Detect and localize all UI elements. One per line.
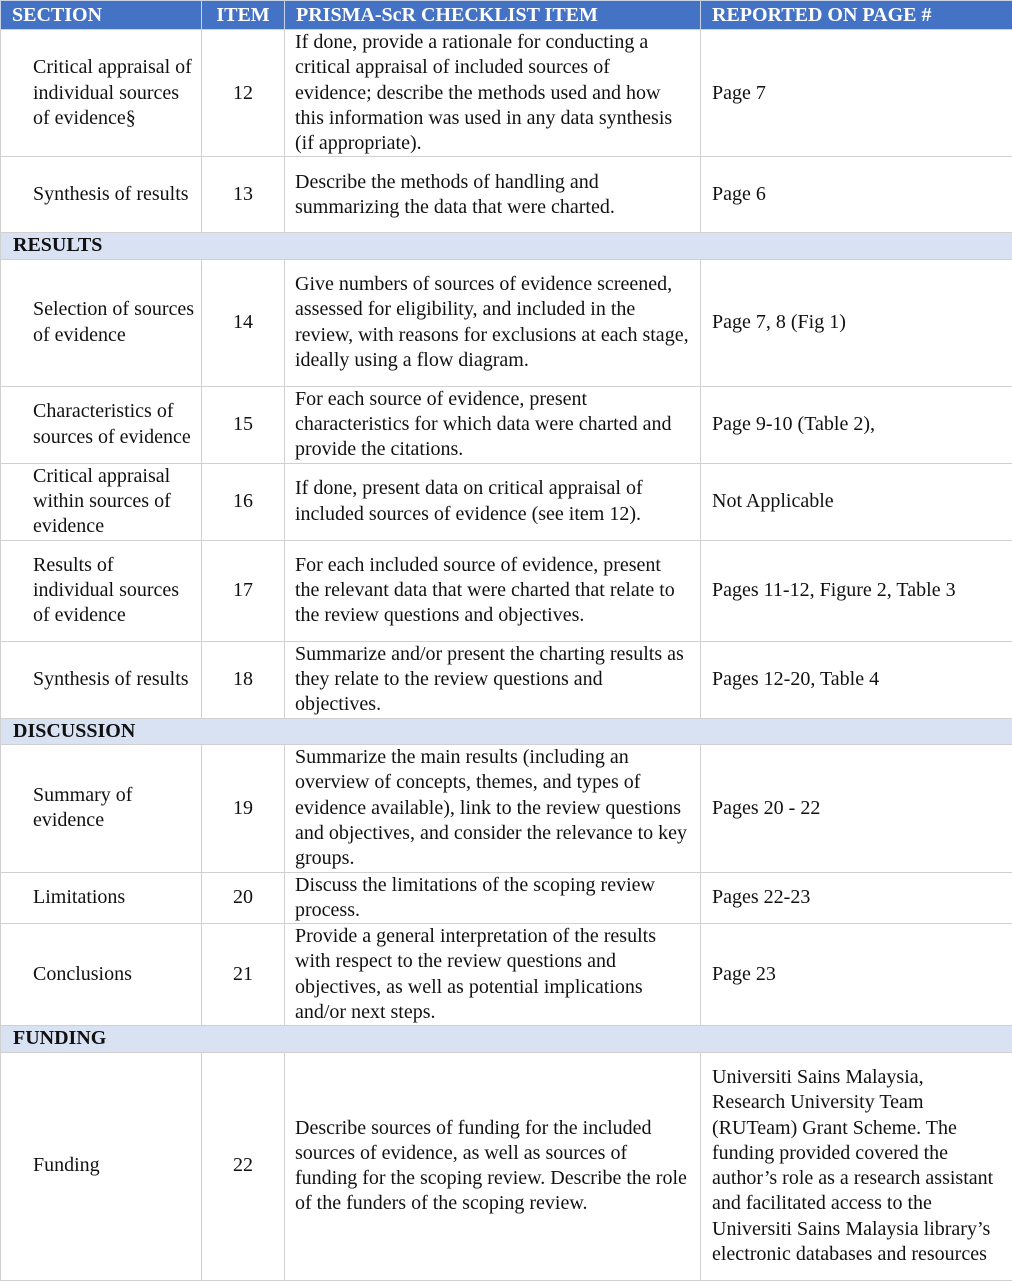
checklist-item-column-header: PRISMA-ScR CHECKLIST ITEM [285,1,701,30]
item-number-cell: 13 [202,157,285,233]
table-row [1,157,1012,233]
checklist-description-cell: Give numbers of sources of evidence screened, assessed for eligibility, and included in the review, with reasons for exclusions at each stage, ideally using a flow diagram. [285,259,701,386]
checklist-description-cell: If done, present data on critical appraisal of included sources of evidence (see item 12). [285,463,701,540]
item-number-cell: 14 [202,259,285,386]
reported-page-cell: Page 7 [701,30,1012,157]
section-cell: Critical appraisal within sources of evidence [1,463,202,540]
section-cell: Synthesis of results [1,641,202,718]
table-row [1,924,1012,1026]
group-header-row [1,718,1012,744]
table-row [1,745,1012,872]
section-cell: Synthesis of results [1,157,202,233]
section-column-header: SECTION [1,1,202,30]
section-cell: Summary of evidence [1,745,202,872]
reported-page-cell: Page 6 [701,157,1012,233]
item-number-cell: 17 [202,540,285,641]
table-row [1,540,1012,641]
section-cell: Conclusions [1,924,202,1026]
item-number-cell: 22 [202,1052,285,1280]
group-header-row [1,233,1012,259]
section-cell: Characteristics of sources of evidence [1,386,202,463]
reported-page-cell: Page 23 [701,924,1012,1026]
section-cell: Selection of sources of evidence [1,259,202,386]
table-row [1,386,1012,463]
table-row [1,30,1012,157]
reported-page-cell: Not Applicable [701,463,1012,540]
checklist-description-cell: Discuss the limitations of the scoping review process. [285,872,701,924]
table-row [1,641,1012,718]
group-header-results: RESULTS [1,233,1012,259]
item-number-cell: 16 [202,463,285,540]
page-column-header: REPORTED ON PAGE # [701,1,1012,30]
reported-page-cell: Pages 22-23 [701,872,1012,924]
checklist-description-cell: Provide a general interpretation of the results with respect to the review questions and objectives, as well as potential implications and/or next steps. [285,924,701,1026]
reported-page-cell: Pages 11-12, Figure 2, Table 3 [701,540,1012,641]
table-header [1,1,1012,30]
section-cell: Limitations [1,872,202,924]
table-row [1,1052,1012,1280]
section-cell: Results of individual sources of evidence [1,540,202,641]
checklist-description-cell: Describe the methods of handling and summarizing the data that were charted. [285,157,701,233]
item-number-cell: 19 [202,745,285,872]
checklist-description-cell: Summarize and/or present the charting results as they relate to the review questions and objectives. [285,641,701,718]
checklist-description-cell: Summarize the main results (including an overview of concepts, themes, and types of evidence available), link to the review questions and objectives, and consider the relevance to key groups. [285,745,701,872]
item-number-cell: 18 [202,641,285,718]
item-column-header: ITEM [202,1,285,30]
group-header-row [1,1026,1012,1052]
reported-page-cell: Pages 20 - 22 [701,745,1012,872]
reported-page-cell: Page 9-10 (Table 2), [701,386,1012,463]
group-header-discussion: DISCUSSION [1,718,1012,744]
checklist-description-cell: If done, provide a rationale for conducting a critical appraisal of included sources of evidence; describe the methods used and how this information was used in any data synthesis (if appropriate). [285,30,701,157]
table-body [1,30,1012,1281]
checklist-description-cell: For each source of evidence, present characteristics for which data were charted and provide the citations. [285,386,701,463]
table-row [1,259,1012,386]
item-number-cell: 15 [202,386,285,463]
table-row [1,463,1012,540]
reported-page-cell: Pages 12-20, Table 4 [701,641,1012,718]
section-cell: Funding [1,1052,202,1280]
item-number-cell: 12 [202,30,285,157]
group-header-funding: FUNDING [1,1026,1012,1052]
table-row [1,872,1012,924]
item-number-cell: 21 [202,924,285,1026]
reported-page-cell: Universiti Sains Malaysia, Research University Team (RUTeam) Grant Scheme. The funding provided covered the author’s role as a research assistant and facilitated access to the Universiti Sains Malaysia library’s electronic databases and resources [701,1052,1012,1280]
checklist-description-cell: Describe sources of funding for the included sources of evidence, as well as sources of funding for the scoping review. Describe the role of the funders of the scoping review. [285,1052,701,1280]
reported-page-cell: Page 7, 8 (Fig 1) [701,259,1012,386]
item-number-cell: 20 [202,872,285,924]
checklist-description-cell: For each included source of evidence, present the relevant data that were charted that relate to the review questions and objectives. [285,540,701,641]
header-row [1,1,1012,30]
section-cell: Critical appraisal of individual sources of evidence§ [1,30,202,157]
